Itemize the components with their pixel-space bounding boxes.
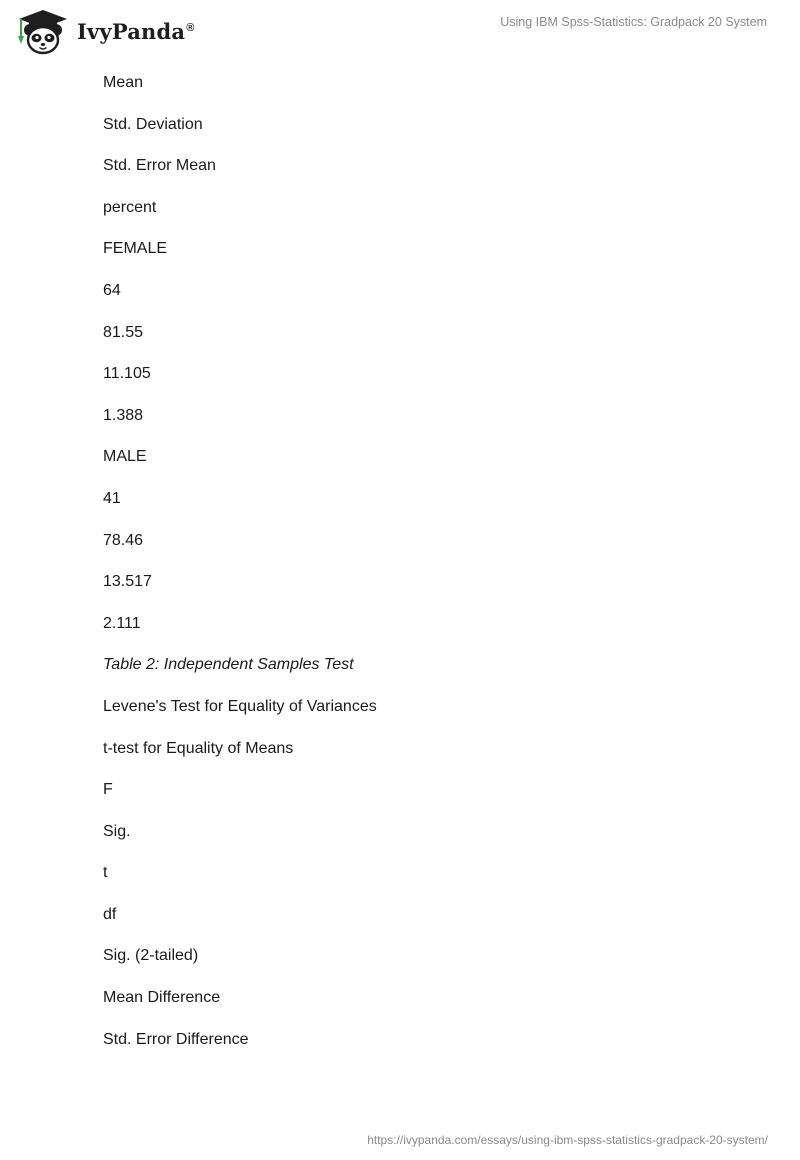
ivypanda-logo[interactable] <box>15 8 195 56</box>
document-body <box>103 72 703 1070</box>
text-line: df <box>103 905 117 923</box>
logo-wordmark <box>77 19 195 44</box>
page-header <box>0 0 800 60</box>
text-line: Std. Error Mean <box>103 157 216 175</box>
text-line: t <box>103 864 108 882</box>
footer-url[interactable]: https://ivypanda.com/essays/using-ibm-spss-statistics-gradpack-20-system/ <box>367 1133 768 1147</box>
table-caption: Table 2: Independent Samples Test <box>103 656 354 674</box>
panda-graduate-icon <box>15 8 71 56</box>
logo-name: IvyPanda <box>77 18 186 44</box>
text-line: F <box>103 781 113 799</box>
text-line: 11.105 <box>103 365 151 383</box>
text-line: Mean <box>103 74 144 91</box>
text-line: Std. Error Difference <box>103 1030 249 1048</box>
text-line: Mean Difference <box>103 989 221 1007</box>
text-line: MALE <box>103 448 147 466</box>
text-line: Sig. <box>103 822 131 840</box>
text-line: 1.388 <box>103 406 144 424</box>
text-line: t-test for Equality of Means <box>103 739 294 757</box>
text-line: Levene's Test for Equality of Variances <box>103 697 377 715</box>
text-line: 41 <box>103 489 121 507</box>
document-title: Using IBM Spss-Statistics: Gradpack 20 System <box>500 15 767 29</box>
text-line: 78.46 <box>103 531 144 549</box>
text-line: Sig. (2-tailed) <box>103 947 199 965</box>
text-line: Std. Deviation <box>103 115 203 133</box>
text-line: percent <box>103 198 157 216</box>
text-line: 81.55 <box>103 323 144 341</box>
text-line: 64 <box>103 281 121 299</box>
registered-mark: ® <box>186 21 195 34</box>
text-line: 13.517 <box>103 573 152 591</box>
text-line: 2.111 <box>103 614 141 632</box>
text-line: FEMALE <box>103 240 168 258</box>
